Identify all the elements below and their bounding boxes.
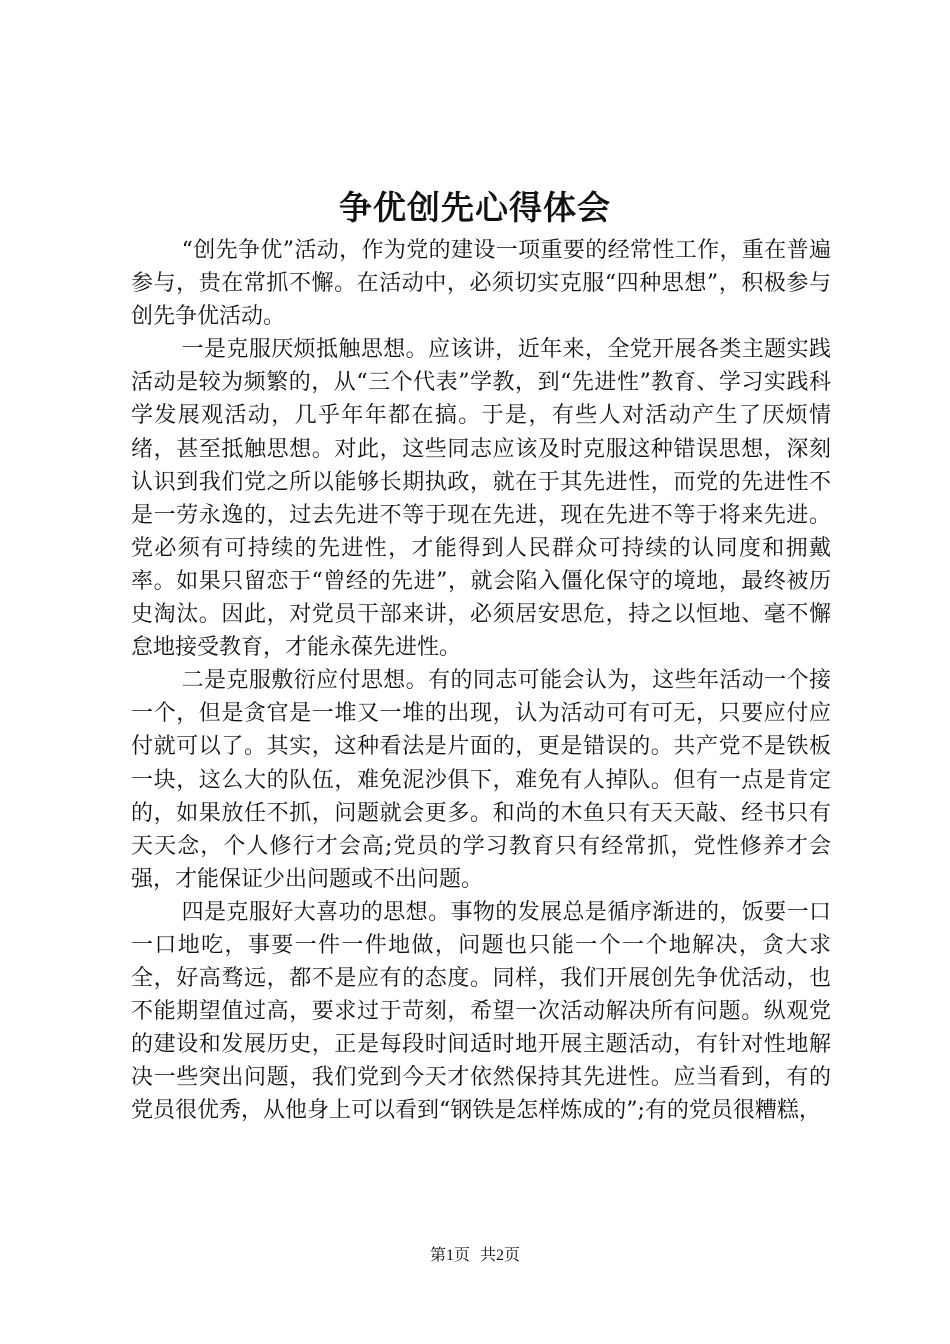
page-footer xyxy=(0,1245,950,1267)
page-total: 共2页 xyxy=(480,1247,521,1264)
paragraph-point-four: 四是克服好大喜功的思想。事物的发展总是循序渐进的，饭要一口一口地吃，事要一件一件地做，问题也只能一个一个地解决，贪大求全，好高骛远，都不是应有的态度。同样，我们开展创先争优活动，也不能期望值过高，要求过于苛刻，希望一次活动解决所有问题。纵观党的建设和发展历史，正是每段时间适时地开展主题活动，有针对性地解决一些突出问题，我们党到今天才依然保持其先进性。应当看到，有的党员很优秀，从他身上可以看到“钢铁是怎样炼成的”;有的党员很糟糕， xyxy=(131,899,831,1124)
paragraph-point-one: 一是克服厌烦抵触思想。应该讲，近年来，全党开展各类主题实践活动是较为频繁的，从“三个代表”学教，到“先进性”教育、学习实践科学发展观活动，几乎年年都在搞。于是，有些人对活动产生了厌烦情绪，甚至抵触思想。对此，这些同志应该及时克服这种错误思想，深刻认识到我们党之所以能够长期执政，就在于其先进性，而党的先进性不是一劳永逸的，过去先进不等于现在先进，现在先进不等于将来先进。党必须有可持续的先进性，才能得到人民群众可持续的认同度和拥戴率。如果只留恋于“曾经的先进”，就会陷入僵化保守的境地，最终被历史淘汰。因此，对党员干部来讲，必须居安思危，持之以恒地、毫不懈怠地接受教育，才能永葆先进性。 xyxy=(131,337,831,661)
document-body xyxy=(131,234,831,1128)
page-number: 第1页 xyxy=(429,1247,470,1264)
document-title: 争优创先心得体会 xyxy=(339,188,611,227)
paragraph-point-two: 二是克服敷衍应付思想。有的同志可能会认为，这些年活动一个接一个，但是贪官是一堆又一堆的出现，认为活动可有可无，只要应付应付就可以了。其实，这种看法是片面的，更是错误的。共产党不是铁板一块，这么大的队伍，难免泥沙俱下，难免有人掉队。但有一点是肯定的，如果放任不抓，问题就会更多。和尚的木鱼只有天天敲、经书只有天天念，个人修行才会高;党员的学习教育只有经常抓，党性修养才会强，才能保证少出问题或不出问题。 xyxy=(131,668,831,892)
paragraph-intro: “创先争优”活动，作为党的建设一项重要的经常性工作，重在普遍参与，贵在常抓不懈。在活动中，必须切实克服“四种思想”，积极参与创先争优活动。 xyxy=(131,238,831,330)
